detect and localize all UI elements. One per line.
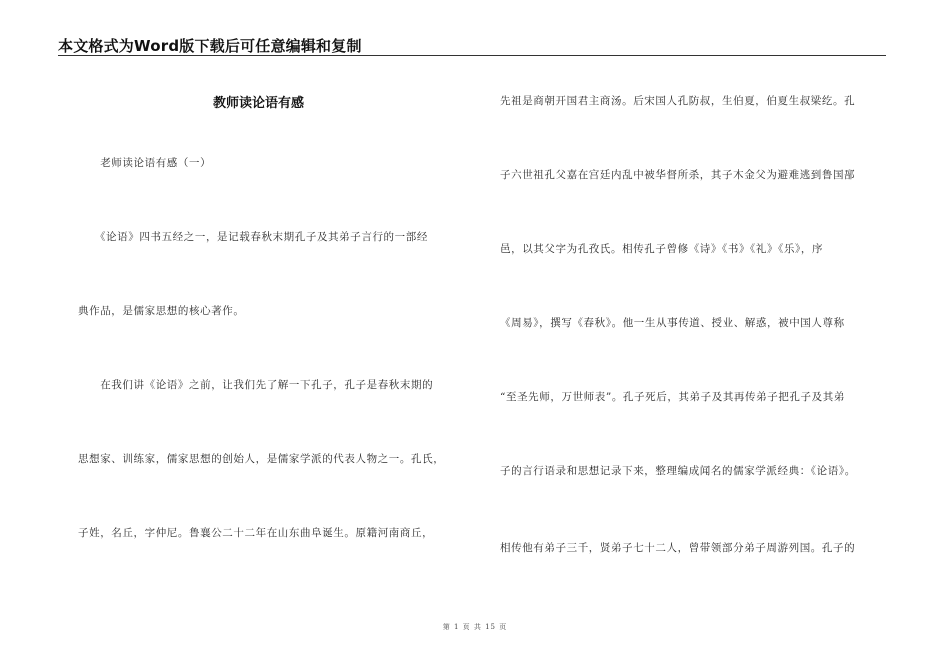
- paragraph-line: 子的言行语录和思想记录下来，整理编成闻名的儒家学派经典：《论语》。: [500, 465, 856, 477]
- paragraph-line: 邑，以其父字为孔孜氏。相传孔子曾修《诗》《书》《礼》《乐》，序: [500, 243, 824, 255]
- paragraph-line: 先祖是商朝开国君主商汤。后宋国人孔防叔，生伯夏，伯夏生叔梁纥。孔: [500, 95, 856, 107]
- paragraph-line: 老师读论语有感（一）: [78, 157, 212, 169]
- paragraph-line: 《周易》，撰写《春秋》。他一生从事传道、授业、解惑，被中国人尊称: [500, 317, 845, 329]
- header-text: 本文格式为Word版下载后可任意编辑和复制: [58, 37, 362, 55]
- paragraph-line: 子姓，名丘，字仲尼。鲁襄公二十二年在山东曲阜诞生。原籍河南商丘，: [78, 527, 434, 539]
- paragraph-line: 典作品，是儒家思想的核心著作。: [78, 305, 245, 317]
- paragraph-line: 子六世祖孔父嘉在宫廷内乱中被华督所杀，其子木金父为避难逃到鲁国郚: [500, 169, 856, 181]
- paragraph-line: “至圣先师，万世师表”。孔子死后，其弟子及其再传弟子把孔子及其弟: [500, 391, 845, 403]
- document-title: 教师读论语有感: [213, 96, 305, 111]
- page-footer: 第 1 页 共 15 页: [442, 623, 508, 631]
- paragraph-line: 在我们讲《论语》之前，让我们先了解一下孔子，孔子是春秋末期的: [78, 379, 434, 391]
- paragraph-line: 思想家、训练家，儒家思想的创始人，是儒家学派的代表人物之一。孔氏，: [78, 453, 445, 465]
- page-header: [58, 33, 886, 56]
- paragraph-line: 相传他有弟子三千，贤弟子七十二人，曾带领部分弟子周游列国。孔子的: [500, 542, 856, 554]
- paragraph-line: 《论语》四书五经之一，是记载春秋末期孔子及其弟子言行的一部经: [78, 231, 428, 243]
